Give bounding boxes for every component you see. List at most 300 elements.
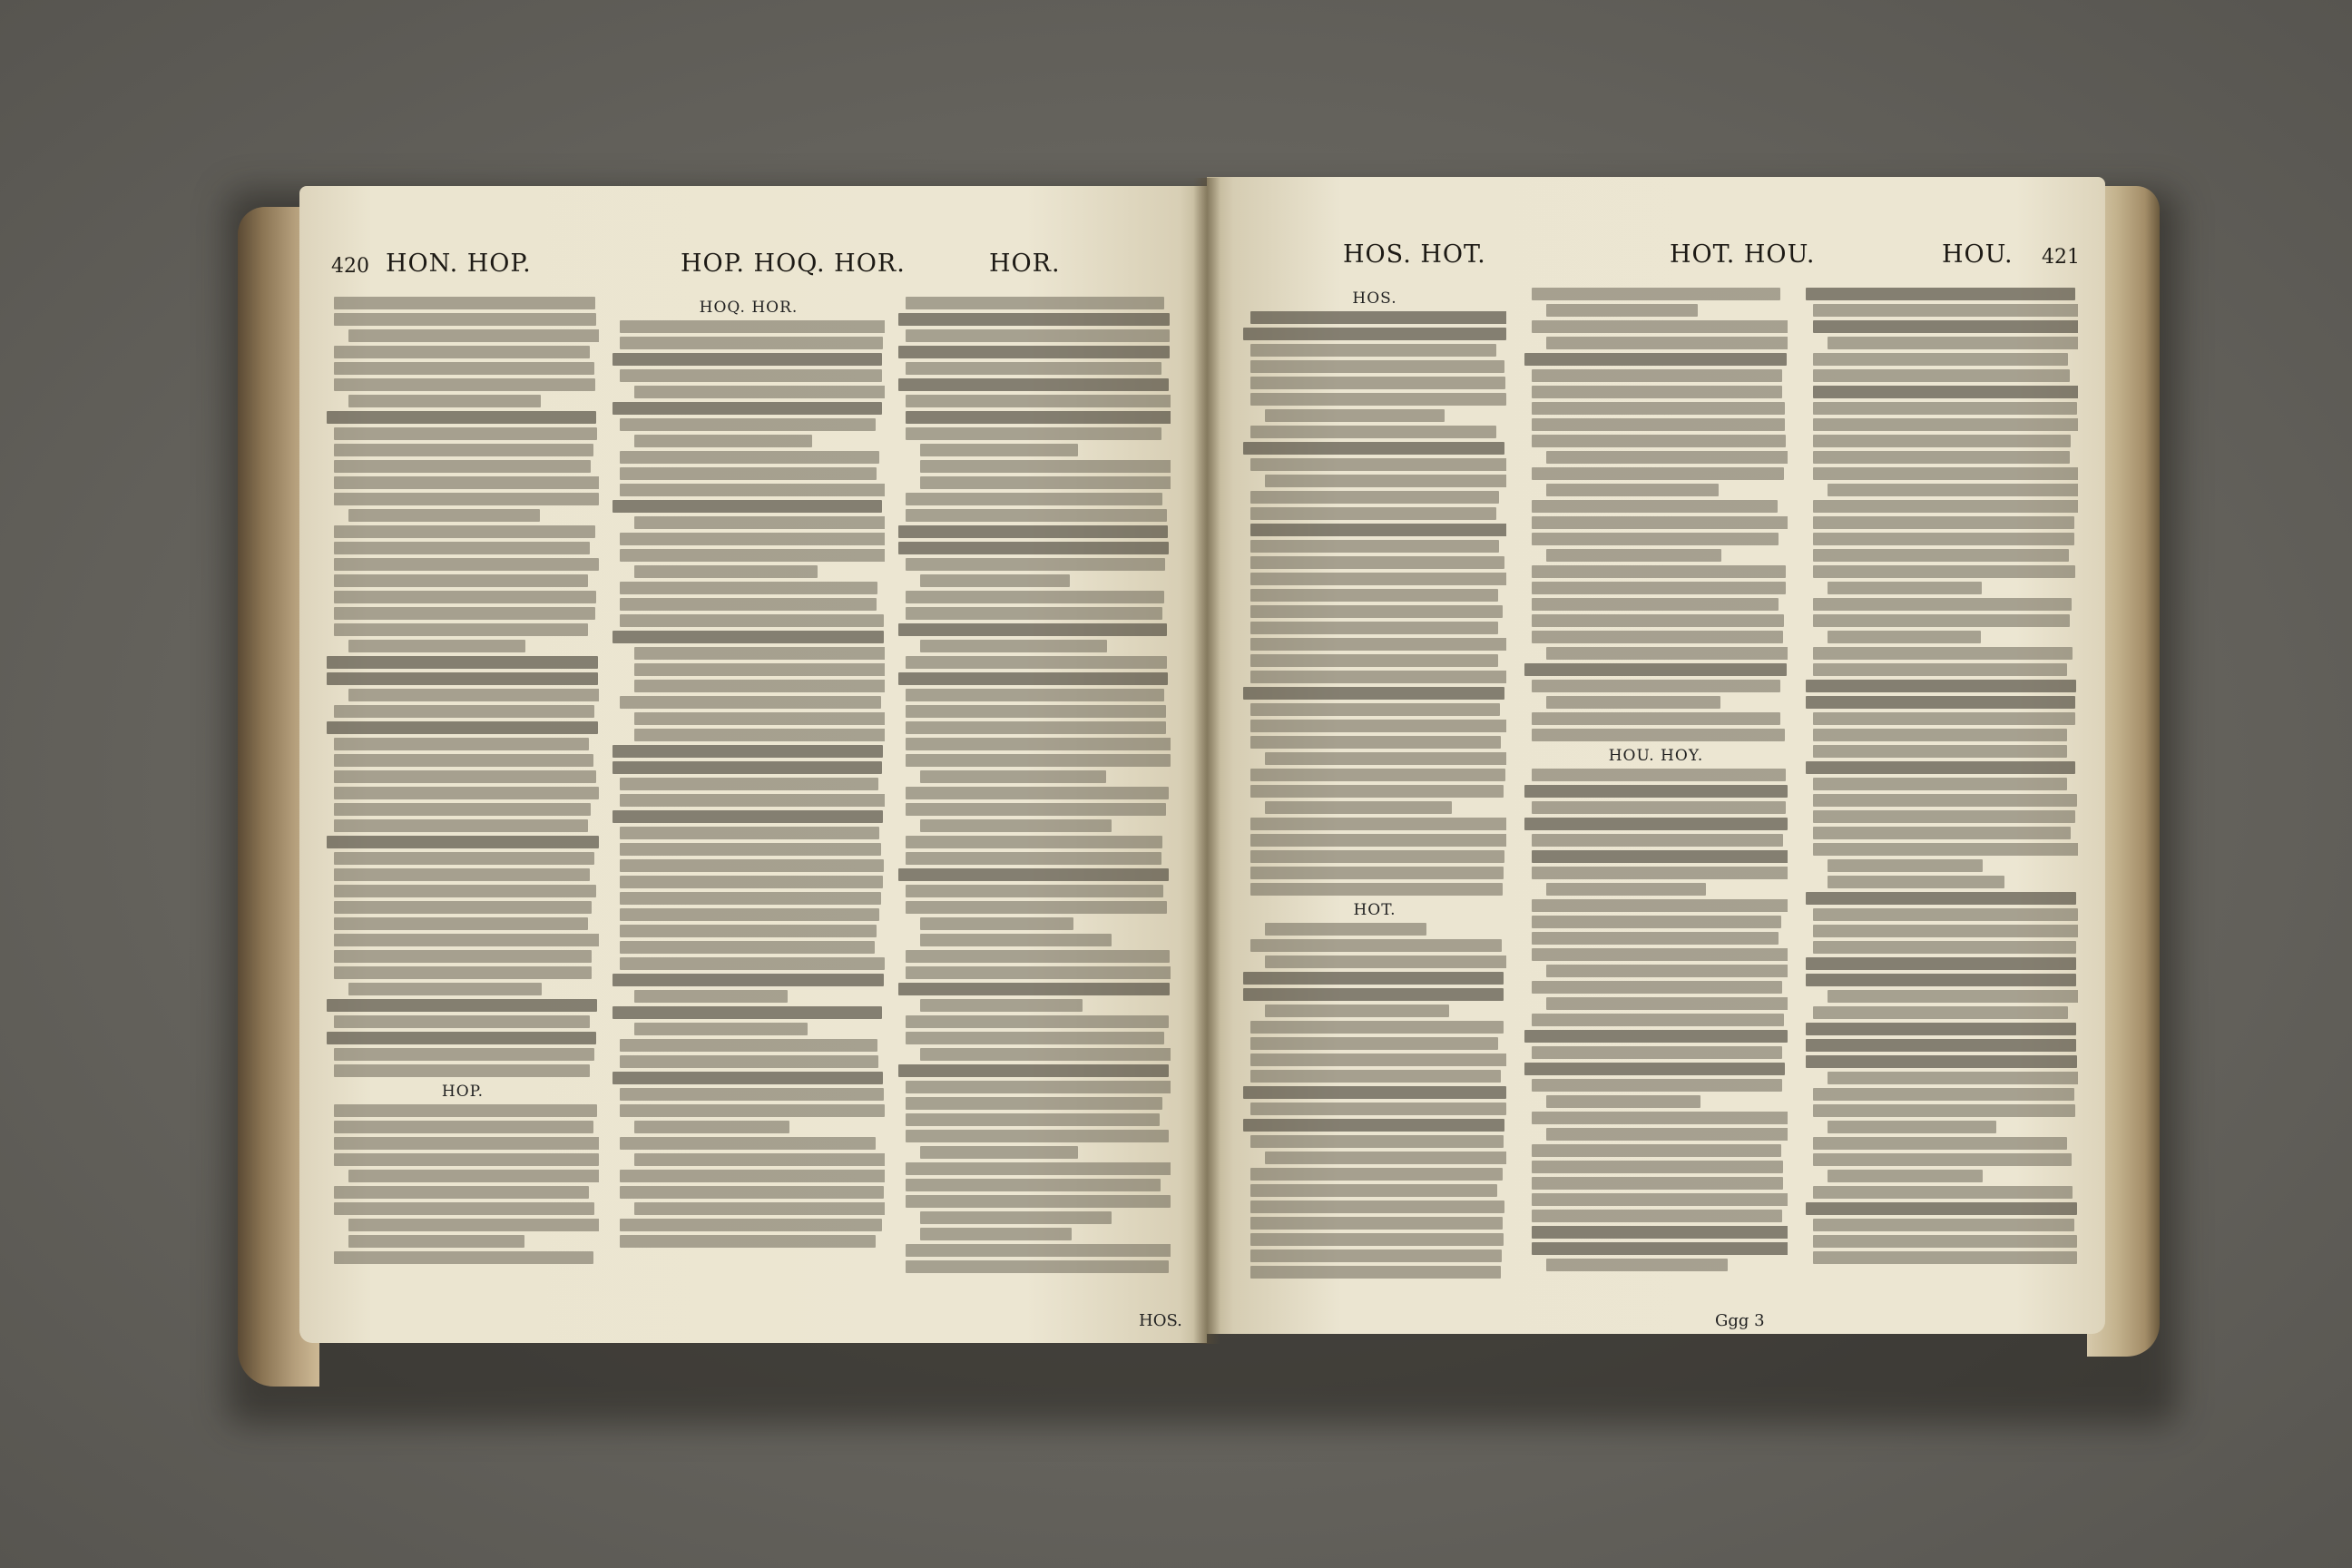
text-line [612,1072,883,1084]
text-line [1250,311,1506,324]
text-line [906,1195,1171,1208]
text-line [1813,729,2067,741]
text-line [1813,1251,2077,1264]
text-line [906,1260,1169,1273]
text-line [1250,736,1501,749]
text-line [334,803,591,816]
text-line [1532,712,1780,725]
text-line [1806,1039,2076,1052]
text-line [1250,638,1506,651]
text-line [634,386,885,398]
text-line [334,868,590,881]
text-line [1813,500,2078,513]
text-line [334,787,599,799]
signature-mark: Ggg 3 [1715,1311,1765,1330]
text-line [620,337,883,349]
text-line [1813,598,2072,611]
text-line [1532,500,1778,513]
text-line [1250,883,1503,896]
text-line [634,990,788,1003]
text-line [348,329,599,342]
text-line [906,885,1163,897]
text-line [634,516,885,529]
text-line [1806,680,2076,692]
text-line [906,297,1164,309]
text-line [1828,631,1981,643]
text-line [1250,1102,1506,1115]
left-page-header: HON. HOP. [386,250,532,278]
text-line [906,787,1169,799]
text-line [620,1219,882,1231]
text-line [620,859,884,872]
left-column-3 [898,293,1171,1309]
text-line [620,892,881,905]
text-line [334,525,595,538]
text-line [1243,328,1506,340]
text-line [1250,785,1504,798]
text-line [1828,1121,1996,1133]
text-line [334,346,590,358]
text-line [920,1048,1171,1061]
text-line [906,901,1167,914]
text-line [906,852,1161,865]
text-line [620,1137,876,1150]
text-line [906,1130,1169,1142]
text-line [920,917,1073,930]
text-line [334,1153,599,1166]
text-line [1813,908,2078,921]
text-line [1546,997,1788,1010]
text-line [1813,1104,2075,1117]
text-line [334,1202,594,1215]
text-line [1524,663,1787,676]
text-line [920,819,1112,832]
text-line [1813,402,2077,415]
text-line [906,1081,1171,1093]
text-line [920,999,1083,1012]
right-column-header-3: HOU. [1942,240,2014,269]
text-line [1806,1055,2077,1068]
section-head-hos: HOS. [1352,289,1397,308]
text-line [620,582,877,594]
text-line [1250,605,1503,618]
text-line [906,607,1162,620]
text-line [1806,957,2076,970]
text-line [348,1219,599,1231]
text-line [1250,524,1506,536]
right-page-header: HOS. HOT. [1343,240,1486,269]
text-line [898,346,1170,358]
text-line [1806,761,2075,774]
section-head-hop: HOP. [441,1083,485,1101]
text-line [620,1186,884,1199]
text-line [1813,549,2069,562]
text-line [612,631,884,643]
left-column-header-2: HOR. [989,250,1061,278]
text-line [906,1244,1171,1257]
text-line [1806,288,2075,300]
text-line [898,983,1170,995]
text-line [1524,1030,1788,1043]
text-line [1806,974,2076,986]
text-line [634,565,818,578]
text-line [1813,1137,2067,1150]
text-line [620,533,885,545]
text-line [612,1006,882,1019]
text-line [906,411,1171,424]
text-line [906,362,1161,375]
text-line [620,778,878,790]
text-line [906,1179,1161,1191]
text-line [1813,663,2067,676]
text-line [906,966,1171,979]
text-line [620,1235,876,1248]
text-line [1532,932,1779,945]
text-line [906,1015,1169,1028]
text-line [1250,654,1498,667]
text-line [620,549,885,562]
text-line [906,738,1171,750]
text-line [620,369,882,382]
section-head-hoq-hor: HOQ. HOR. [699,299,799,317]
text-line [1243,1086,1506,1099]
text-line [348,689,599,701]
text-line [1532,1112,1788,1124]
left-column-2 [612,293,885,1309]
text-line [1828,337,2078,349]
text-line [620,1039,877,1052]
text-line [634,663,885,676]
text-line [334,1251,593,1264]
text-line [1813,533,2074,545]
text-line [634,435,812,447]
text-line [1250,1233,1504,1246]
text-line [1813,369,2070,382]
text-line [1813,418,2078,431]
text-line [1250,1037,1498,1050]
section-head-hot: HOT. [1353,901,1396,919]
text-line [1250,507,1496,520]
text-line [1813,614,2070,627]
text-line [1828,484,2078,496]
text-line [1532,386,1782,398]
text-line [1806,1023,2076,1035]
text-line [906,558,1165,571]
text-line [334,738,589,750]
text-line [620,598,877,611]
text-line [1813,941,2076,954]
text-line [906,1032,1164,1044]
text-line [1250,703,1500,716]
text-line [1813,320,2078,333]
text-line [920,574,1070,587]
text-line [1532,801,1786,814]
text-line [1532,1242,1788,1255]
text-line [906,1162,1171,1175]
left-page-number: 420 [331,255,369,278]
text-line [920,1146,1078,1159]
text-line [620,876,883,888]
text-line [1806,1202,2077,1215]
text-line [1250,344,1496,357]
text-line [1250,769,1505,781]
text-line [348,640,525,652]
text-line [906,493,1162,505]
text-line [1250,393,1506,406]
text-line [1532,320,1788,333]
text-line [1828,1170,1983,1182]
text-line [334,934,599,946]
text-line [1250,589,1498,602]
text-line [1250,1168,1503,1181]
text-line [1532,834,1783,847]
text-line [1828,582,1982,594]
text-line [1532,533,1779,545]
text-line [334,460,591,473]
text-line [1806,696,2075,709]
text-line [906,591,1164,603]
text-line [1265,801,1452,814]
right-column-header-2: HOT. HOU. [1670,240,1816,269]
text-line [1265,1152,1506,1164]
text-line [906,721,1166,734]
text-line [334,1048,594,1061]
right-column-2 [1524,284,1788,1300]
text-line [620,925,877,937]
text-line [1546,549,1721,562]
text-line [1243,988,1504,1001]
text-line [1532,729,1785,741]
text-line [1546,484,1719,496]
text-line [334,607,595,620]
text-line [348,1170,599,1182]
text-line [620,1088,884,1101]
text-line [1532,850,1788,863]
text-line [1813,451,2070,464]
text-line [898,868,1169,881]
text-line [1532,680,1780,692]
text-line [634,680,885,692]
text-line [1243,687,1504,700]
text-line [348,395,541,407]
text-line [612,500,882,513]
text-line [334,1104,597,1117]
text-line [1546,647,1788,660]
text-line [348,509,540,522]
text-line [1250,540,1499,553]
text-line [1250,622,1498,634]
text-line [612,353,882,366]
text-line [1813,565,2075,578]
text-line [1524,785,1788,798]
text-line [1813,435,2071,447]
text-line [1250,377,1505,389]
text-line [906,1113,1160,1126]
text-line [1813,304,2078,317]
text-line [906,950,1170,963]
text-line [1813,467,2078,480]
text-line [620,451,879,464]
text-line [612,402,882,415]
text-line [327,411,596,424]
text-line [1250,834,1506,847]
text-line [1250,1135,1504,1148]
text-line [1532,948,1788,961]
text-line [1524,353,1787,366]
text-line [1250,818,1506,830]
text-line [1546,965,1788,977]
text-line [334,1121,593,1133]
text-line [1532,769,1786,781]
text-line [1250,939,1502,952]
text-line [906,689,1164,701]
text-line [620,794,885,807]
text-line [1813,1006,2068,1019]
text-line [334,558,599,571]
text-line [1250,491,1499,504]
text-line [1265,1004,1449,1017]
text-line [634,1023,808,1035]
text-line [1813,1219,2074,1231]
text-line [620,418,876,431]
text-line [920,1228,1072,1240]
text-line [1532,1161,1783,1173]
right-page-number: 421 [2042,246,2080,269]
text-line [1813,810,2075,823]
text-line [1532,867,1788,879]
text-line [1813,353,2068,366]
text-line [327,721,598,734]
text-line [334,591,596,603]
text-line [920,460,1171,473]
text-line [634,712,885,725]
text-line [1524,1063,1785,1075]
text-line [898,525,1168,538]
text-line [1532,435,1786,447]
text-line [1250,1250,1502,1262]
text-line [1806,892,2076,905]
text-line [1250,573,1506,585]
text-line [634,1202,885,1215]
text-line [1532,899,1788,912]
text-line [1813,827,2071,839]
text-line [1250,720,1506,732]
text-line [1532,1226,1788,1239]
text-line [1250,1266,1501,1279]
text-line [1546,451,1788,464]
text-line [348,983,542,995]
text-line [1250,1200,1504,1213]
text-line [1250,1021,1504,1034]
text-line [1813,1186,2073,1199]
text-line [1532,582,1786,594]
text-line [1524,818,1788,830]
text-line [1532,565,1786,578]
text-line [620,941,875,954]
left-column-header-1: HOP. HOQ. HOR. [681,250,906,278]
text-line [612,974,884,986]
text-line [1546,1128,1788,1141]
text-line [1532,418,1785,431]
text-line [334,885,596,897]
text-line [1828,990,2078,1003]
text-line [1813,386,2078,398]
text-line [334,297,595,309]
text-line [1250,1217,1503,1230]
text-line [1250,1070,1501,1083]
text-line [898,672,1168,685]
text-line [898,313,1170,326]
text-line [1243,1119,1504,1132]
text-line [906,1097,1162,1110]
text-line [334,917,588,930]
text-line [620,843,881,856]
text-line [1532,1193,1788,1206]
text-line [906,427,1161,440]
text-line [1532,981,1782,994]
text-line [1532,467,1784,480]
text-line [1546,1259,1728,1271]
text-line [906,705,1166,718]
text-line [1243,442,1504,455]
text-line [906,329,1170,342]
text-line [1250,1054,1506,1066]
text-line [1250,426,1496,438]
text-line [1532,1144,1781,1157]
text-line [334,1015,590,1028]
section-head-hou-hoy: HOU. HOY. [1608,747,1704,765]
text-line [327,1032,596,1044]
text-line [920,640,1107,652]
text-line [1532,369,1782,382]
right-page [1207,177,2105,1334]
text-line [1532,1014,1784,1026]
text-line [334,362,594,375]
text-line [634,1153,885,1166]
text-line [327,672,598,685]
text-line [1532,1079,1782,1092]
text-line [334,901,592,914]
text-line [906,509,1167,522]
text-line [920,476,1171,489]
text-line [620,696,881,709]
text-line [612,761,882,774]
text-line [1532,1210,1782,1222]
text-line [334,966,592,979]
text-line [920,934,1112,946]
text-line [1250,850,1504,863]
text-line [634,729,885,741]
text-line [1813,794,2077,807]
text-line [1828,859,1983,872]
text-line [1813,1235,2077,1248]
text-line [612,745,883,758]
text-line [898,542,1169,554]
text-line [327,999,597,1012]
text-line [1828,1072,2078,1084]
text-line [334,444,593,456]
text-line [1250,867,1504,879]
text-line [1546,337,1788,349]
text-line [1250,671,1506,683]
text-line [620,957,885,970]
text-line [334,623,588,636]
text-line [334,378,595,391]
text-line [620,1104,885,1117]
text-line [920,770,1106,783]
text-line [1250,556,1504,569]
text-line [1243,972,1504,985]
